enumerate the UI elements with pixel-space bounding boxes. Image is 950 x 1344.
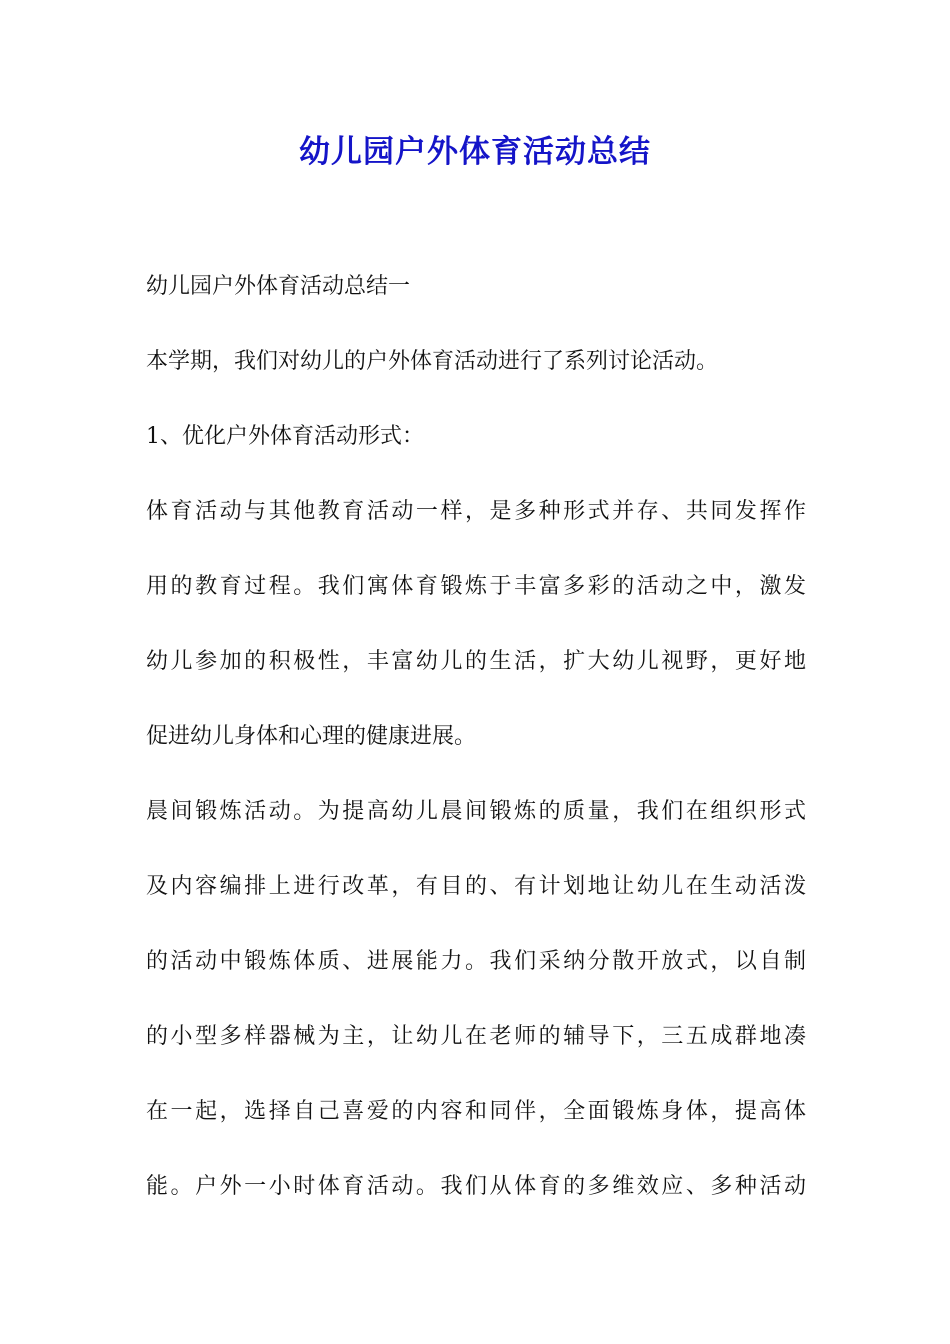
paragraph-line: 用的教育过程。我们寓体育锻炼于丰富多彩的活动之中，激发 bbox=[146, 574, 806, 599]
paragraph-line: 能。户外一小时体育活动。我们从体育的多维效应、多种活动 bbox=[146, 1174, 806, 1199]
paragraph-1 bbox=[146, 487, 806, 762]
paragraph-line: 的小型多样器械为主，让幼儿在老师的辅导下，三五成群地凑 bbox=[146, 1024, 806, 1049]
section-heading: 幼儿园户外体育活动总结一 bbox=[146, 274, 411, 299]
document-body bbox=[146, 262, 806, 1212]
paragraph-line: 幼儿参加的积极性，丰富幼儿的生活，扩大幼儿视野，更好地 bbox=[146, 649, 806, 674]
paragraph-line: 晨间锻炼活动。为提高幼儿晨间锻炼的质量，我们在组织形式 bbox=[146, 799, 806, 824]
paragraph-line: 体育活动与其他教育活动一样，是多种形式并存、共同发挥作 bbox=[146, 499, 806, 524]
paragraph-line: 及内容编排上进行改革，有目的、有计划地让幼儿在生动活泼 bbox=[146, 874, 806, 899]
paragraph-line: 的活动中锻炼体质、进展能力。我们采纳分散开放式，以自制 bbox=[146, 949, 806, 974]
intro-paragraph: 本学期，我们对幼儿的户外体育活动进行了系列讨论活动。 bbox=[146, 349, 719, 374]
paragraph-line: 在一起，选择自己喜爱的内容和同伴，全面锻炼身体，提高体 bbox=[146, 1099, 806, 1124]
document-title: 幼儿园户外体育活动总结 bbox=[299, 134, 651, 170]
paragraph-2 bbox=[146, 787, 806, 1212]
item-heading: 1、优化户外体育活动形式： bbox=[146, 424, 424, 449]
paragraph-line: 促进幼儿身体和心理的健康进展。 bbox=[146, 724, 477, 749]
